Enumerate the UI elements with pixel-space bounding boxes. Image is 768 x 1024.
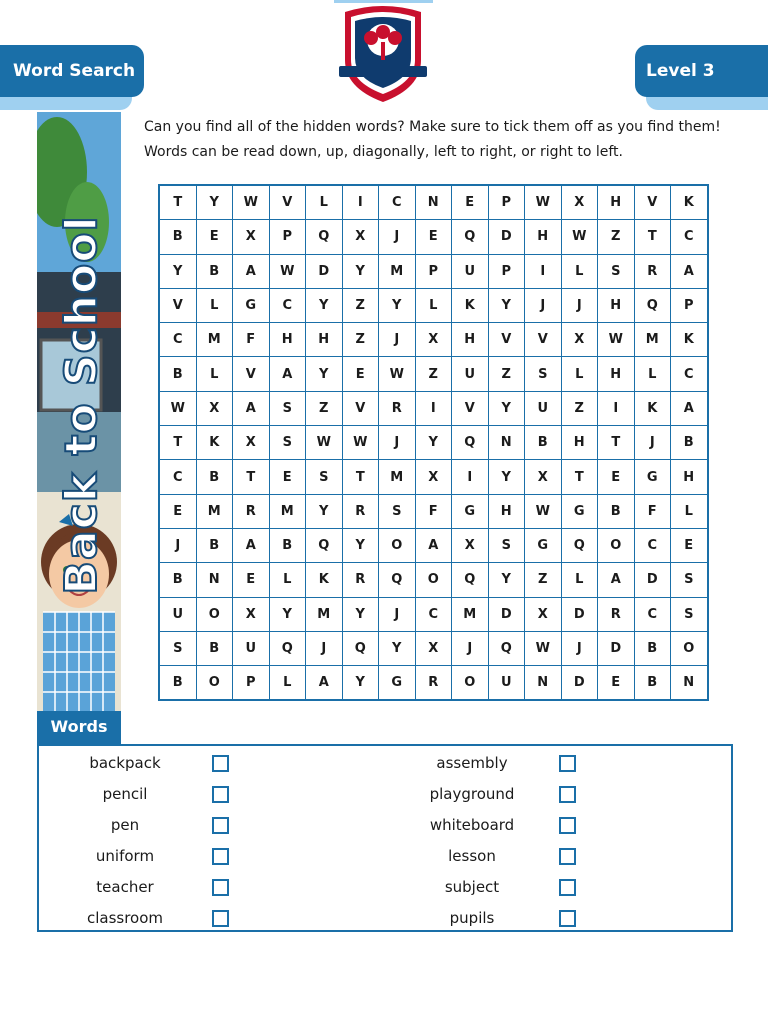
grid-cell[interactable]: Z (306, 391, 343, 425)
grid-cell[interactable]: B (269, 528, 306, 562)
grid-cell[interactable]: X (415, 631, 452, 665)
grid-cell[interactable]: L (269, 666, 306, 701)
grid-cell[interactable]: E (196, 220, 233, 254)
grid-cell[interactable]: M (196, 494, 233, 528)
grid-cell[interactable]: Z (525, 563, 562, 597)
grid-cell[interactable]: J (159, 528, 196, 562)
grid-row (159, 528, 708, 562)
grid-cell[interactable]: L (561, 254, 598, 288)
grid-cell[interactable]: B (634, 666, 671, 701)
word-checkbox[interactable] (559, 848, 576, 865)
grid-cell[interactable]: X (196, 391, 233, 425)
instructions (144, 115, 744, 165)
grid-cell[interactable]: B (598, 494, 635, 528)
grid-cell[interactable]: R (415, 666, 452, 701)
grid-cell[interactable]: Y (488, 563, 525, 597)
grid-cell[interactable]: S (269, 426, 306, 460)
grid-row (159, 460, 708, 494)
grid-cell[interactable]: K (306, 563, 343, 597)
grid-row (159, 631, 708, 665)
grid-cell[interactable]: B (159, 666, 196, 701)
grid-cell[interactable]: Y (196, 185, 233, 220)
grid-cell[interactable]: A (415, 528, 452, 562)
grid-cell[interactable]: H (598, 185, 635, 220)
grid-cell[interactable]: Q (634, 288, 671, 322)
grid-cell[interactable]: J (452, 631, 489, 665)
grid-cell[interactable]: N (525, 666, 562, 701)
grid-cell[interactable]: L (634, 357, 671, 391)
grid-row (159, 563, 708, 597)
grid-cell[interactable]: H (598, 357, 635, 391)
grid-cell[interactable]: N (671, 666, 708, 701)
grid-cell[interactable]: Q (452, 220, 489, 254)
grid-cell[interactable]: B (159, 563, 196, 597)
grid-cell[interactable]: X (415, 323, 452, 357)
grid-cell[interactable]: O (196, 597, 233, 631)
school-crest-logo (333, 2, 433, 106)
grid-cell[interactable]: U (488, 666, 525, 701)
grid-cell[interactable]: W (269, 254, 306, 288)
grid-cell[interactable]: P (269, 220, 306, 254)
word-checkbox[interactable] (559, 786, 576, 803)
grid-cell[interactable]: L (671, 494, 708, 528)
grid-cell[interactable]: O (379, 528, 416, 562)
grid-cell[interactable]: H (525, 220, 562, 254)
grid-cell[interactable]: V (452, 391, 489, 425)
letter-grid (158, 184, 709, 701)
grid-cell[interactable]: S (379, 494, 416, 528)
grid-cell[interactable]: P (488, 185, 525, 220)
word-checkbox[interactable] (212, 879, 229, 896)
word-list-item: pen (110, 816, 140, 834)
grid-cell[interactable]: E (671, 528, 708, 562)
grid-cell[interactable]: Y (306, 288, 343, 322)
word-checkbox[interactable] (559, 879, 576, 896)
word-list-item: uniform (95, 847, 155, 865)
grid-cell[interactable]: M (196, 323, 233, 357)
grid-cell[interactable]: L (415, 288, 452, 322)
grid-cell[interactable]: T (342, 460, 379, 494)
word-checkbox[interactable] (559, 817, 576, 834)
grid-cell[interactable]: B (671, 426, 708, 460)
grid-cell[interactable]: M (452, 597, 489, 631)
grid-cell[interactable]: W (525, 631, 562, 665)
grid-cell[interactable]: J (306, 631, 343, 665)
grid-cell[interactable]: Q (306, 528, 343, 562)
grid-cell[interactable]: E (452, 185, 489, 220)
grid-cell[interactable]: C (159, 323, 196, 357)
grid-cell[interactable]: D (561, 597, 598, 631)
grid-cell[interactable]: C (671, 357, 708, 391)
grid-cell[interactable]: Y (269, 597, 306, 631)
grid-cell[interactable]: V (342, 391, 379, 425)
grid-cell[interactable]: Y (306, 494, 343, 528)
grid-cell[interactable]: L (196, 357, 233, 391)
grid-cell[interactable]: Q (342, 631, 379, 665)
grid-row (159, 494, 708, 528)
grid-row (159, 220, 708, 254)
grid-cell[interactable]: W (598, 323, 635, 357)
grid-row (159, 426, 708, 460)
grid-cell[interactable]: G (561, 494, 598, 528)
grid-cell[interactable]: D (488, 220, 525, 254)
grid-cell[interactable]: W (561, 220, 598, 254)
grid-cell[interactable]: O (415, 563, 452, 597)
grid-cell[interactable]: Q (452, 426, 489, 460)
grid-cell[interactable]: M (306, 597, 343, 631)
grid-cell[interactable]: K (671, 185, 708, 220)
grid-row (159, 185, 708, 220)
grid-cell[interactable]: W (233, 185, 270, 220)
grid-cell[interactable]: M (269, 494, 306, 528)
grid-cell[interactable]: S (306, 460, 343, 494)
grid-cell[interactable]: B (634, 631, 671, 665)
word-list-item: classroom (86, 909, 164, 927)
grid-cell[interactable]: J (379, 597, 416, 631)
grid-cell[interactable]: W (159, 391, 196, 425)
grid-cell[interactable]: C (671, 220, 708, 254)
grid-cell[interactable]: J (379, 220, 416, 254)
word-list-item: pencil (102, 785, 148, 803)
grid-row (159, 391, 708, 425)
grid-cell[interactable]: P (671, 288, 708, 322)
grid-cell[interactable]: I (452, 460, 489, 494)
grid-cell[interactable]: Z (415, 357, 452, 391)
word-checkbox[interactable] (212, 848, 229, 865)
word-list-item: whiteboard (429, 816, 515, 834)
grid-cell[interactable]: G (233, 288, 270, 322)
grid-cell[interactable]: R (598, 597, 635, 631)
grid-cell[interactable]: L (269, 563, 306, 597)
grid-cell[interactable]: D (306, 254, 343, 288)
word-list-item: teacher (96, 878, 154, 896)
grid-cell[interactable]: P (233, 666, 270, 701)
word-checkbox[interactable] (212, 817, 229, 834)
grid-cell[interactable]: L (196, 288, 233, 322)
grid-cell[interactable]: I (415, 391, 452, 425)
grid-cell[interactable]: X (525, 460, 562, 494)
grid-cell[interactable]: U (525, 391, 562, 425)
word-checkbox[interactable] (212, 910, 229, 927)
grid-cell[interactable]: H (598, 288, 635, 322)
grid-cell[interactable]: M (379, 254, 416, 288)
grid-cell[interactable]: Y (379, 288, 416, 322)
grid-cell[interactable]: H (269, 323, 306, 357)
grid-cell[interactable]: B (196, 631, 233, 665)
grid-cell[interactable]: J (561, 288, 598, 322)
grid-cell[interactable]: K (634, 391, 671, 425)
instructions-line-1: Can you find all of the hidden words? Make sure to tick them off as you find them! (144, 119, 721, 135)
grid-cell[interactable]: Q (452, 563, 489, 597)
grid-cell[interactable]: O (671, 631, 708, 665)
grid-cell[interactable]: E (598, 666, 635, 701)
grid-cell[interactable]: A (233, 528, 270, 562)
grid-cell[interactable]: N (488, 426, 525, 460)
grid-cell[interactable]: X (452, 528, 489, 562)
grid-cell[interactable]: R (634, 254, 671, 288)
word-checkbox[interactable] (559, 910, 576, 927)
grid-cell[interactable]: Z (488, 357, 525, 391)
grid-cell[interactable]: X (233, 426, 270, 460)
grid-cell[interactable]: A (671, 391, 708, 425)
grid-cell[interactable]: E (598, 460, 635, 494)
grid-cell[interactable]: B (159, 357, 196, 391)
word-checkbox[interactable] (559, 755, 576, 772)
banner-title: Back to School (56, 215, 107, 595)
grid-cell[interactable]: A (269, 357, 306, 391)
grid-cell[interactable]: Z (561, 391, 598, 425)
grid-row (159, 254, 708, 288)
word-list-item: lesson (448, 847, 496, 865)
grid-cell[interactable]: R (233, 494, 270, 528)
grid-cell[interactable]: U (159, 597, 196, 631)
word-search-tab: Word Search (0, 45, 144, 97)
grid-cell[interactable]: J (634, 426, 671, 460)
grid-cell[interactable]: Z (342, 323, 379, 357)
grid-cell[interactable]: K (196, 426, 233, 460)
grid-cell[interactable]: Q (379, 563, 416, 597)
grid-cell[interactable]: N (196, 563, 233, 597)
grid-cell[interactable]: H (488, 494, 525, 528)
grid-cell[interactable]: E (342, 357, 379, 391)
grid-cell[interactable]: D (561, 666, 598, 701)
grid-cell[interactable]: H (306, 323, 343, 357)
grid-cell[interactable]: O (452, 666, 489, 701)
grid-cell[interactable]: F (233, 323, 270, 357)
grid-cell[interactable]: G (379, 666, 416, 701)
word-list-item: pupils (449, 909, 495, 927)
grid-cell[interactable]: K (671, 323, 708, 357)
grid-cell[interactable]: S (488, 528, 525, 562)
grid-cell[interactable]: C (379, 185, 416, 220)
grid-cell[interactable]: T (598, 426, 635, 460)
grid-cell[interactable]: C (634, 597, 671, 631)
grid-cell[interactable]: W (525, 185, 562, 220)
grid-cell[interactable]: N (415, 185, 452, 220)
grid-cell[interactable]: B (525, 426, 562, 460)
words-label: Words (37, 711, 121, 745)
grid-cell[interactable]: E (415, 220, 452, 254)
grid-cell[interactable]: E (269, 460, 306, 494)
grid-cell[interactable]: Y (415, 426, 452, 460)
grid-cell[interactable]: L (561, 563, 598, 597)
grid-cell[interactable]: A (306, 666, 343, 701)
grid-cell[interactable]: Q (269, 631, 306, 665)
grid-cell[interactable]: S (598, 254, 635, 288)
grid-cell[interactable]: V (269, 185, 306, 220)
grid-cell[interactable]: F (415, 494, 452, 528)
level-tab: Level 3 (635, 45, 768, 97)
grid-cell[interactable]: D (598, 631, 635, 665)
back-to-school-banner (37, 112, 121, 712)
grid-cell[interactable]: J (379, 323, 416, 357)
grid-cell[interactable]: Q (306, 220, 343, 254)
grid-cell[interactable]: A (233, 391, 270, 425)
grid-cell[interactable]: Y (488, 288, 525, 322)
grid-cell[interactable]: V (634, 185, 671, 220)
grid-cell[interactable]: T (159, 185, 196, 220)
grid-cell[interactable]: A (598, 563, 635, 597)
grid-cell[interactable]: W (525, 494, 562, 528)
grid-row (159, 323, 708, 357)
grid-cell[interactable]: U (233, 631, 270, 665)
grid-cell[interactable]: W (379, 357, 416, 391)
grid-cell[interactable]: R (342, 563, 379, 597)
grid-cell[interactable]: T (561, 460, 598, 494)
grid-cell[interactable]: Y (306, 357, 343, 391)
grid-cell[interactable]: X (561, 323, 598, 357)
grid-cell[interactable]: Z (342, 288, 379, 322)
word-list-item: assembly (436, 754, 508, 772)
grid-cell[interactable]: C (159, 460, 196, 494)
grid-cell[interactable]: Q (561, 528, 598, 562)
grid-cell[interactable]: Y (379, 631, 416, 665)
grid-cell[interactable]: J (379, 426, 416, 460)
grid-cell[interactable]: Y (488, 460, 525, 494)
grid-cell[interactable]: P (415, 254, 452, 288)
grid-cell[interactable]: G (634, 460, 671, 494)
grid-cell[interactable]: B (196, 460, 233, 494)
grid-cell[interactable]: H (671, 460, 708, 494)
grid-cell[interactable]: Y (342, 597, 379, 631)
grid-cell[interactable]: X (233, 220, 270, 254)
grid-cell[interactable]: S (671, 597, 708, 631)
grid-cell[interactable]: Q (488, 631, 525, 665)
grid-cell[interactable]: S (269, 391, 306, 425)
grid-cell[interactable]: J (525, 288, 562, 322)
grid-cell[interactable]: L (306, 185, 343, 220)
grid-cell[interactable]: Z (598, 220, 635, 254)
grid-row (159, 597, 708, 631)
grid-cell[interactable]: L (561, 357, 598, 391)
grid-cell[interactable]: I (342, 185, 379, 220)
grid-cell[interactable]: I (525, 254, 562, 288)
grid-cell[interactable]: J (561, 631, 598, 665)
grid-cell[interactable]: B (159, 220, 196, 254)
grid-cell[interactable]: A (671, 254, 708, 288)
word-list-item: playground (429, 785, 515, 803)
word-list-item: subject (444, 878, 500, 896)
grid-cell[interactable]: E (159, 494, 196, 528)
grid-cell[interactable]: R (379, 391, 416, 425)
grid-cell[interactable]: H (561, 426, 598, 460)
grid-cell[interactable]: W (306, 426, 343, 460)
grid-cell[interactable]: X (525, 597, 562, 631)
grid-cell[interactable]: W (342, 426, 379, 460)
word-checkbox[interactable] (212, 755, 229, 772)
grid-cell[interactable]: U (452, 254, 489, 288)
grid-cell[interactable]: V (488, 323, 525, 357)
grid-cell[interactable]: X (561, 185, 598, 220)
grid-cell[interactable]: D (488, 597, 525, 631)
grid-cell[interactable]: V (233, 357, 270, 391)
grid-cell[interactable]: C (269, 288, 306, 322)
grid-cell[interactable]: T (634, 220, 671, 254)
grid-row (159, 357, 708, 391)
grid-cell[interactable]: T (233, 460, 270, 494)
grid-cell[interactable]: X (233, 597, 270, 631)
grid-cell[interactable]: Y (342, 666, 379, 701)
grid-cell[interactable]: E (233, 563, 270, 597)
grid-cell[interactable]: S (671, 563, 708, 597)
instructions-line-2: Words can be read down, up, diagonally, left to right, or right to left. (144, 144, 623, 160)
grid-cell[interactable]: V (525, 323, 562, 357)
grid-cell[interactable]: X (415, 460, 452, 494)
grid-cell[interactable]: Y (342, 528, 379, 562)
grid-cell[interactable]: B (196, 528, 233, 562)
word-checkbox[interactable] (212, 786, 229, 803)
grid-cell[interactable]: V (159, 288, 196, 322)
grid-cell[interactable]: R (342, 494, 379, 528)
grid-cell[interactable]: H (452, 323, 489, 357)
word-list-box (37, 744, 733, 932)
grid-cell[interactable]: U (452, 357, 489, 391)
grid-cell[interactable]: O (196, 666, 233, 701)
grid-cell[interactable]: X (342, 220, 379, 254)
grid-cell[interactable]: C (415, 597, 452, 631)
grid-cell[interactable]: Y (342, 254, 379, 288)
grid-cell[interactable]: F (634, 494, 671, 528)
grid-cell[interactable]: S (159, 631, 196, 665)
grid-cell[interactable]: D (634, 563, 671, 597)
grid-cell[interactable]: M (634, 323, 671, 357)
grid-cell[interactable]: Y (159, 254, 196, 288)
grid-cell[interactable]: C (634, 528, 671, 562)
grid-cell[interactable]: T (159, 426, 196, 460)
grid-cell[interactable]: A (233, 254, 270, 288)
grid-cell[interactable]: P (488, 254, 525, 288)
grid-row (159, 288, 708, 322)
grid-cell[interactable]: Y (488, 391, 525, 425)
grid-row (159, 666, 708, 701)
grid-cell[interactable]: G (452, 494, 489, 528)
grid-cell[interactable]: B (196, 254, 233, 288)
grid-cell[interactable]: O (598, 528, 635, 562)
grid-cell[interactable]: M (379, 460, 416, 494)
grid-cell[interactable]: S (525, 357, 562, 391)
grid-cell[interactable]: K (452, 288, 489, 322)
word-list-item: backpack (89, 754, 161, 772)
grid-cell[interactable]: I (598, 391, 635, 425)
grid-cell[interactable]: G (525, 528, 562, 562)
